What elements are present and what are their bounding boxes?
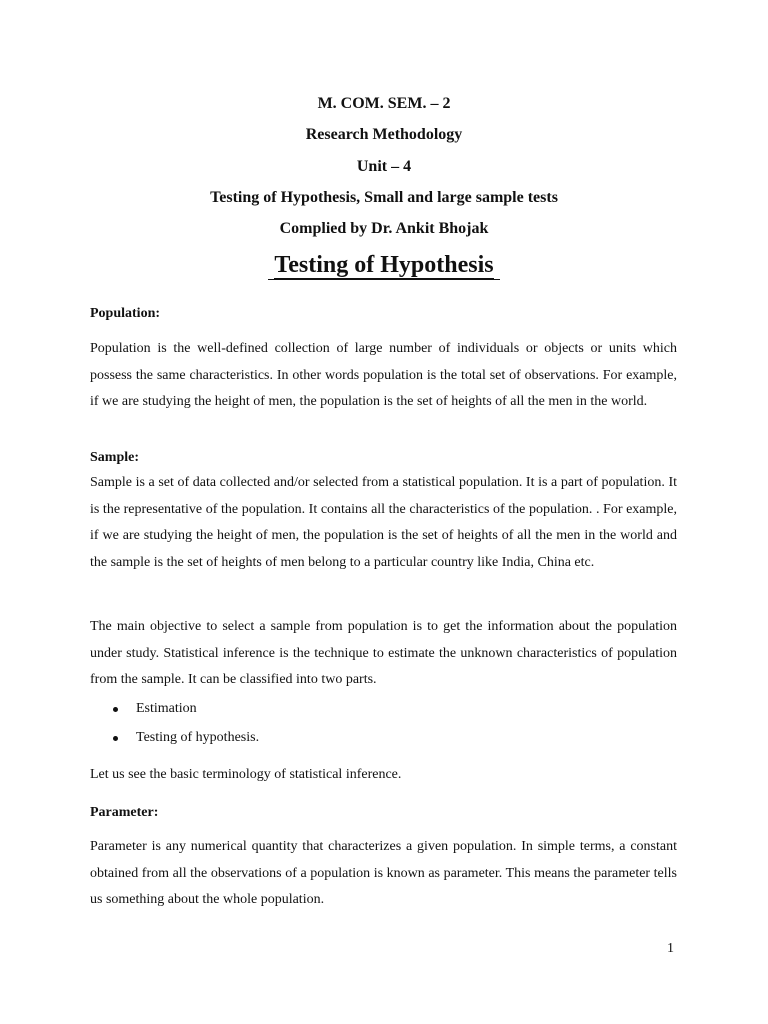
- list-item-label: Testing of hypothesis.: [136, 730, 260, 745]
- page-title-text: Testing of Hypothesis: [274, 252, 494, 278]
- parameter-heading: Parameter:: [90, 805, 159, 820]
- unit-label: Unit – 4: [356, 158, 412, 175]
- subject-label: Research Methodology: [305, 126, 463, 143]
- list-item-label: Estimation: [136, 701, 197, 716]
- parameter-paragraph: Parameter is any numerical quantity that characterizes a given population. In simple terms, a constant obtained from all the observations of a population is known as parameter. This means the parameter tells us something about the whole population.: [90, 839, 677, 908]
- title-underline: [268, 279, 500, 280]
- sample-heading: Sample:: [90, 450, 139, 465]
- page-number: 1: [667, 941, 674, 956]
- unit-topic: Testing of Hypothesis, Small and large sample tests: [210, 189, 558, 206]
- terminology-sentence: Let us see the basic terminology of statistical inference.: [90, 767, 402, 782]
- course-label: M. COM. SEM. – 2: [317, 95, 451, 112]
- bullet-icon: [113, 736, 118, 741]
- sample-paragraph: Sample is a set of data collected and/or selected from a statistical population. It is a part of population. It is the representative of the population. It contains all the characteristics of the population. . For example, if we are studying the height of men, the population is the set of heights of all the men in the world and the sample is the set of heights of men belong to a particular country like India, China etc.: [90, 475, 677, 571]
- bullet-icon: [113, 707, 118, 712]
- population-paragraph: Population is the well-defined collection of large number of individuals or objects or units which possess the same characteristics. In other words population is the total set of observations. For example, if we are studying the height of men, the population is the set of heights of all the men in the world.: [90, 341, 677, 410]
- objective-paragraph: The main objective to select a sample from population is to get the information about the population under study. Statistical inference is the technique to estimate the unknown characteristics of population from the sample. It can be classified into two parts.: [90, 619, 677, 688]
- page-title: [0, 250, 768, 280]
- author-credit: Complied by Dr. Ankit Bhojak: [279, 220, 489, 237]
- population-heading: Population:: [90, 306, 161, 321]
